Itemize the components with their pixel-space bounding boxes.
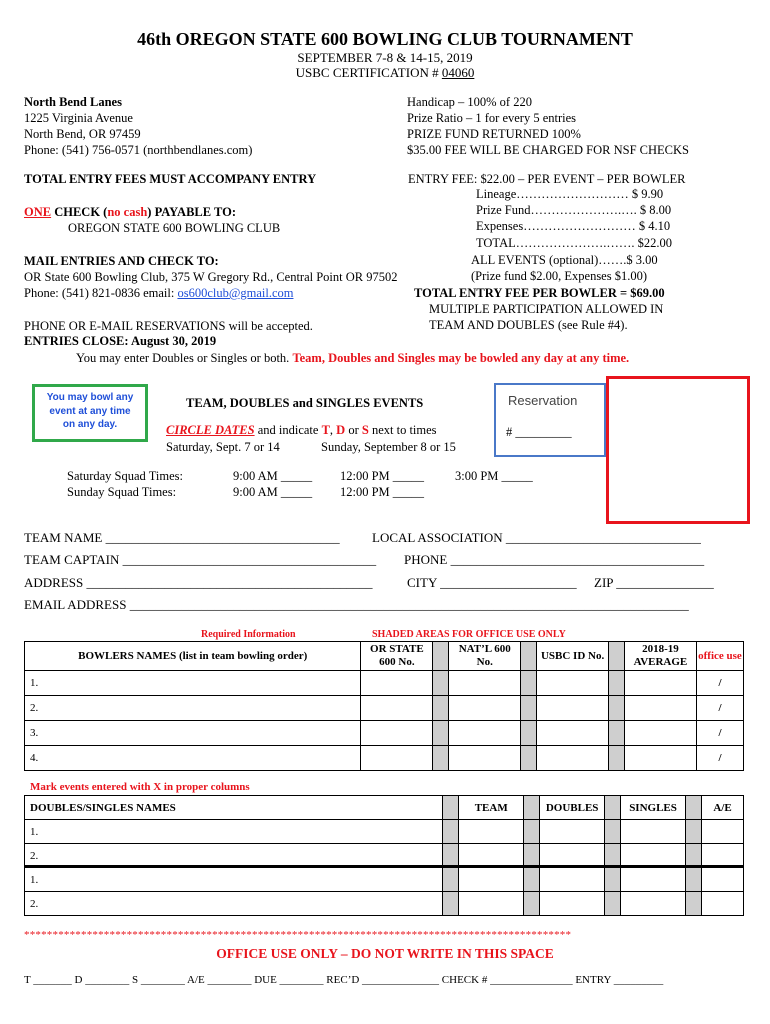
sat-time-12pm[interactable]: 12:00 PM _____ [340,469,425,483]
bowler-row-1[interactable] [25,671,744,696]
doubles-cell[interactable] [540,844,605,868]
shade-cell [521,696,537,721]
shade-cell [605,820,621,844]
header-doubles-names: DOUBLES/SINGLES NAMES [25,796,443,820]
email-address-field[interactable]: EMAIL ADDRESS ______________________________________________________________________________________ [24,597,689,612]
check-word: CHECK ( [51,205,108,219]
shade-cell [605,844,621,868]
bowl-any-time-note [32,384,148,442]
prize-ratio: Prize Ratio – 1 for every 5 entries [407,111,577,125]
shade-cell [609,671,625,696]
office-use-line: T _______ D ________ S ________ A/E ________ DUE ________ REC’D ______________ CHECK # _______________ ENTRY _________ [24,974,664,986]
sat-time-3pm[interactable]: 3:00 PM _____ [455,469,533,483]
or-word: or [345,423,362,437]
doubles-number: 2. [25,892,443,916]
bowlers-table [24,641,744,771]
singles-cell[interactable] [621,892,686,916]
team-doubles-rule: TEAM AND DOUBLES (see Rule #4). [429,318,628,332]
may-enter: You may enter Doubles or Singles or both. [76,351,293,365]
office-use-cell: / [696,696,743,721]
doubles-number: 2. [25,844,443,868]
shade-cell [609,721,625,746]
next-to-times: next to times [368,423,437,437]
mail-phone: Phone: (541) 821-0836 email: [24,286,178,300]
doubles-row-4[interactable] [25,892,744,916]
shade-cell [521,746,537,771]
note-line-2: event at any time [49,405,131,417]
team-cell[interactable] [459,820,524,844]
shade-cell [686,868,702,892]
mail-contact [24,286,293,302]
team-captain-field[interactable]: TEAM CAPTAIN _______________________________________ [24,552,377,567]
shade-cell [686,892,702,916]
all-events-fee: ALL EVENTS (optional)…….$ 3.00 [471,253,658,267]
natl-cell[interactable] [449,721,521,746]
bowler-row-3[interactable] [25,721,744,746]
multiple-participation: MULTIPLE PARTICIPATION ALLOWED IN [429,302,664,316]
reservations-note: PHONE OR E-MAIL RESERVATIONS will be accepted. [24,319,313,333]
or-state-cell[interactable] [361,746,433,771]
shade-cell [605,796,621,820]
singles-cell[interactable] [621,820,686,844]
note-text [35,391,145,432]
bowler-number: 4. [25,746,361,771]
shade-cell [443,820,459,844]
mark-events-note: Mark events entered with X in proper columns [30,781,250,793]
cert-prefix: USBC CERTIFICATION # [295,65,442,80]
team-cell[interactable] [459,844,524,868]
fee-lineage: Lineage……………………… $ 9.90 [476,187,664,201]
natl-cell[interactable] [449,671,521,696]
sat-time-9am[interactable]: 9:00 AM _____ [233,469,313,483]
reservation-box [494,383,606,457]
bowler-row-2[interactable] [25,696,744,721]
natl-cell[interactable] [449,696,521,721]
doubles-header-row [25,796,744,820]
s-letter: S [361,423,369,437]
sunday-dates: Sunday, September 8 or 15 [321,440,456,454]
header-singles: SINGLES [621,796,686,820]
bowler-number: 1. [25,671,361,696]
doubles-number: 1. [25,868,443,892]
sun-time-9am[interactable]: 9:00 AM _____ [233,485,313,499]
events-heading: TEAM, DOUBLES and SINGLES EVENTS [186,396,424,410]
office-stamp-box [606,376,750,524]
header-bowler-names: BOWLERS NAMES (list in team bowling order) [25,642,361,671]
enter-note [76,351,629,367]
shade-cell [609,642,625,671]
shaded-areas-label: SHADED AREAS FOR OFFICE USE ONLY [372,629,566,640]
all-events-note: (Prize fund $2.00, Expenses $1.00) [471,269,648,283]
fee-expenses: Expenses……………………… $ 4.10 [476,219,671,233]
shade-cell [686,820,702,844]
entry-fee: ENTRY FEE: $22.00 – PER EVENT – PER BOWLER [408,172,686,186]
reservation-label: Reservation [508,393,578,408]
header-ae: A/E [701,796,743,820]
doubles-cell[interactable] [540,892,605,916]
sunday-squad-label: Sunday Squad Times: [67,485,177,499]
required-info-label: Required Information [201,629,296,640]
mail-address: OR State 600 Bowling Club, 375 W Gregory Rd., Central Point OR 97502 [24,270,398,284]
shade-cell [521,721,537,746]
team-name-field[interactable]: TEAM NAME ____________________________________ [24,530,340,545]
shade-cell [524,844,540,868]
shade-cell [605,892,621,916]
phone-field[interactable]: PHONE _______________________________________ [404,552,705,567]
shade-cell [443,892,459,916]
or-state-cell[interactable] [361,671,433,696]
shade-cell [433,696,449,721]
total-per-bowler: TOTAL ENTRY FEE PER BOWLER = $69.00 [414,286,665,300]
usbc-cell[interactable] [537,721,609,746]
t-letter: T [321,423,330,437]
comma-word: , [329,423,337,437]
shade-cell [524,820,540,844]
shade-cell [433,671,449,696]
payable-line [24,205,236,221]
shade-cell [433,746,449,771]
header-usbc-id: USBC ID No. [537,642,609,671]
venue-phone: Phone: (541) 756-0571 (northbendlanes.com) [24,143,253,157]
office-use-cell: / [696,746,743,771]
shade-cell [521,642,537,671]
ae-cell[interactable] [701,868,743,892]
usbc-cell[interactable] [537,746,609,771]
average-cell[interactable] [625,721,697,746]
saturday-dates: Saturday, Sept. 7 or 14 [166,440,280,454]
doubles-singles-table [24,795,744,916]
shade-cell [433,642,449,671]
average-cell[interactable] [625,696,697,721]
shade-cell [609,746,625,771]
circle-dates-line [166,423,437,439]
shade-cell [605,868,621,892]
average-cell[interactable] [625,671,697,696]
address-field[interactable]: ADDRESS ____________________________________________ [24,575,373,590]
ae-cell[interactable] [701,892,743,916]
shade-cell [524,892,540,916]
d-letter: D [336,423,346,437]
shade-cell [443,868,459,892]
office-use-cell: / [696,671,743,696]
venue-name: North Bend Lanes [24,95,122,109]
doubles-row-1[interactable] [25,820,744,844]
header-or-state: OR STATE 600 No. [361,642,433,671]
one-word: ONE [24,205,52,219]
average-cell[interactable] [625,746,697,771]
bowler-row-4[interactable] [25,746,744,771]
natl-cell[interactable] [449,746,521,771]
usbc-cell[interactable] [537,696,609,721]
header-doubles: DOUBLES [540,796,605,820]
local-association-field[interactable]: LOCAL ASSOCIATION ______________________________ [372,530,701,545]
bowler-number: 3. [25,721,361,746]
ae-cell[interactable] [701,844,743,868]
sun-time-12pm[interactable]: 12:00 PM _____ [340,485,425,499]
doubles-cell[interactable] [540,820,605,844]
shade-cell [524,796,540,820]
total-fees-notice: TOTAL ENTRY FEES MUST ACCOMPANY ENTRY [24,172,317,186]
prize-fund-returned: PRIZE FUND RETURNED 100% [407,127,581,141]
shade-cell [686,796,702,820]
ae-cell[interactable] [701,820,743,844]
payee-name: OREGON STATE 600 BOWLING CLUB [68,221,281,235]
shade-cell [686,844,702,868]
shade-cell [521,671,537,696]
note-line-1: You may bowl any [46,392,134,403]
office-use-cell: / [696,721,743,746]
no-cash: no cash [107,205,148,219]
doubles-number: 1. [25,820,443,844]
doubles-cell[interactable] [540,868,605,892]
bowlers-header-row [25,642,744,671]
team-cell[interactable] [459,892,524,916]
handicap-rule: Handicap – 100% of 220 [407,95,532,109]
tournament-dates: SEPTEMBER 7-8 & 14-15, 2019 [297,50,473,65]
header-team: TEAM [459,796,524,820]
or-state-cell[interactable] [361,721,433,746]
shade-cell [443,844,459,868]
nsf-fee: $35.00 FEE WILL BE CHARGED FOR NSF CHECKS [407,143,689,157]
entries-close: ENTRIES CLOSE: August 30, 2019 [24,334,217,348]
venue-city: North Bend, OR 97459 [24,127,141,141]
saturday-squad-label: Saturday Squad Times: [67,469,183,483]
zip-field[interactable]: ZIP _______________ [594,575,714,590]
pair-divider [24,865,744,868]
star-divider: ************************************************************************************************ [24,929,572,941]
fee-prize-fund: Prize Fund………………….…. $ 8.00 [476,203,672,217]
usbc-cell[interactable] [537,671,609,696]
any-day-note: Team, Doubles and Singles may be bowled any day at any time. [292,351,630,365]
city-field[interactable]: CITY _____________________ [407,575,577,590]
circle-dates: CIRCLE DATES [166,423,255,437]
office-use-heading: OFFICE USE ONLY – DO NOT WRITE IN THIS SPACE [216,946,554,961]
shade-cell [524,868,540,892]
mail-heading: MAIL ENTRIES AND CHECK TO: [24,254,219,268]
venue-address: 1225 Virginia Avenue [24,111,133,125]
header-natl: NAT’L 600 No. [449,642,521,671]
page-title: 46th OREGON STATE 600 BOWLING CLUB TOURNAMENT [137,29,633,49]
doubles-row-3[interactable] [25,868,744,892]
singles-cell[interactable] [621,868,686,892]
shade-cell [609,696,625,721]
note-line-3: on any day. [62,419,118,430]
singles-cell[interactable] [621,844,686,868]
reservation-number[interactable]: # _________ [506,425,572,439]
indicate-word: and indicate [254,423,322,437]
payable-to: ) PAYABLE TO: [147,205,236,219]
doubles-row-2[interactable] [25,844,744,868]
or-state-cell[interactable] [361,696,433,721]
usbc-certification [0,65,770,81]
email-link[interactable]: os600club@gmail.com [177,286,294,300]
shade-cell [433,721,449,746]
team-cell[interactable] [459,868,524,892]
header-average: 2018-19 AVERAGE [625,642,697,671]
shade-cell [443,796,459,820]
header-office-use: office use [696,642,743,671]
fee-total: TOTAL………………….……. $22.00 [476,236,672,250]
bowler-number: 2. [25,696,361,721]
cert-number: 04060 [441,65,475,80]
